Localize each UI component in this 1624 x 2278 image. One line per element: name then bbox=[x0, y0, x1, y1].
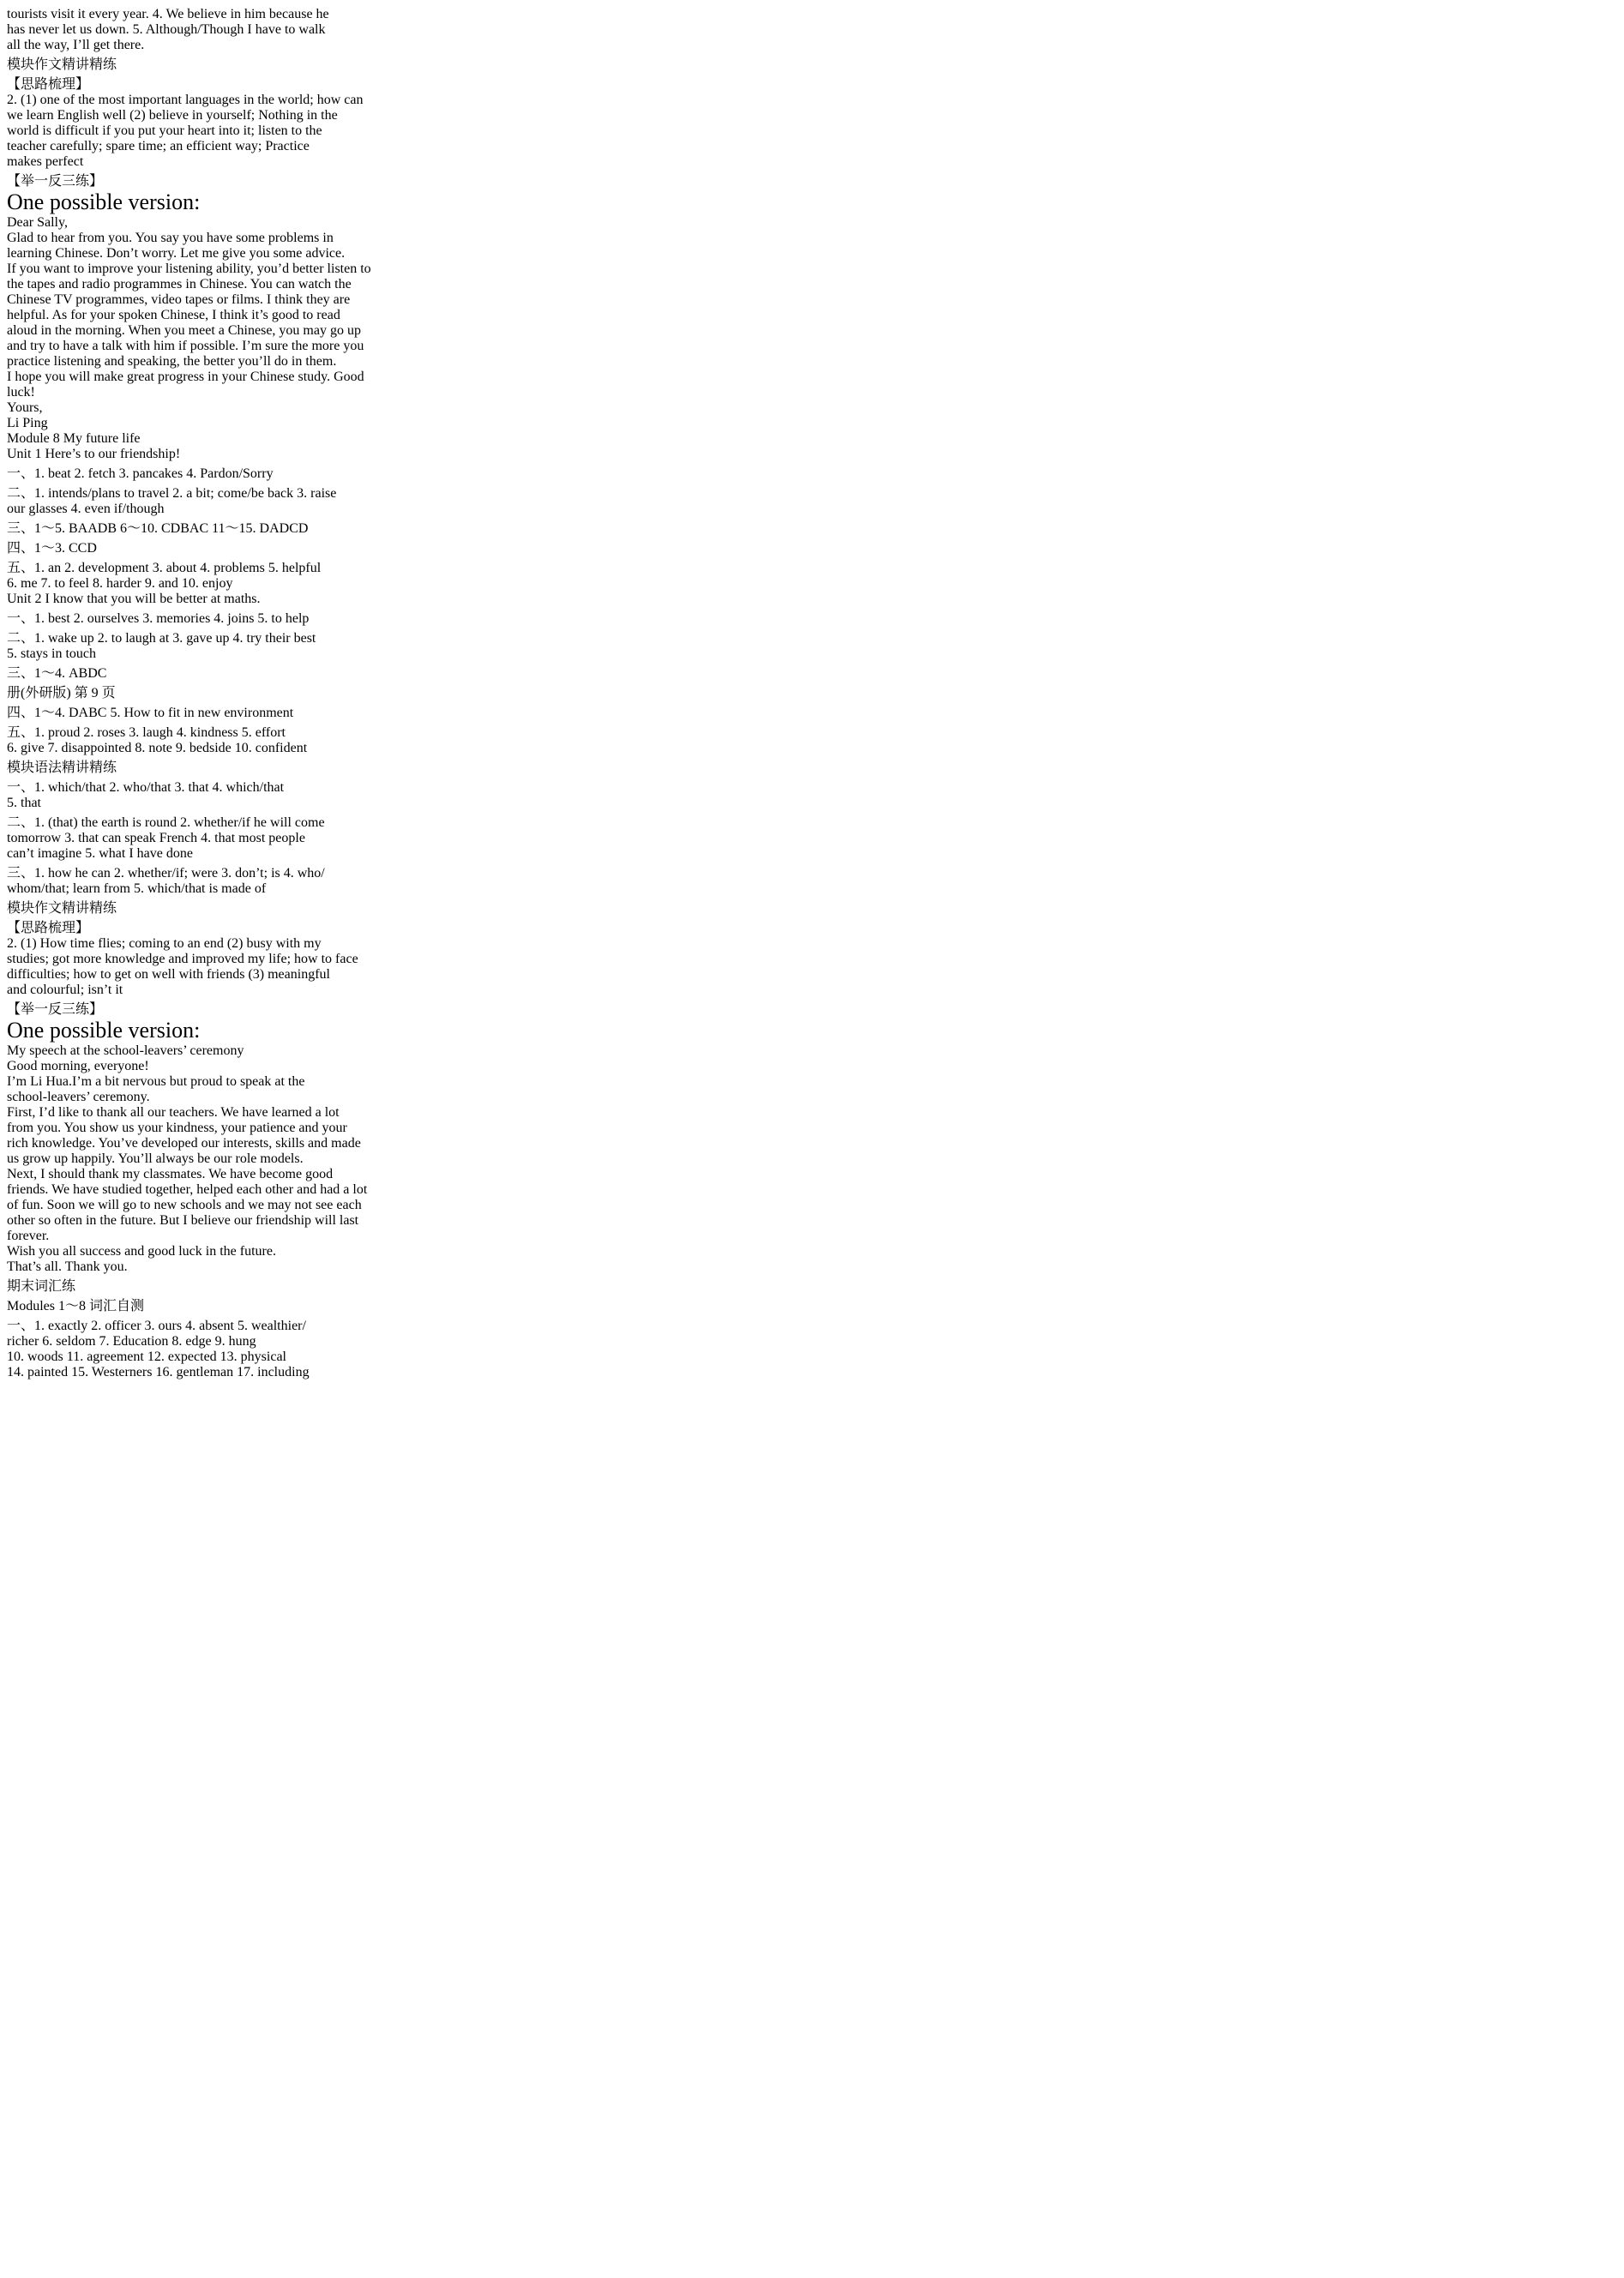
answer-line: 二、1. wake up 2. to laugh at 3. gave up 4. try their best bbox=[7, 631, 316, 646]
section-title: 期末词汇练 bbox=[7, 1279, 76, 1294]
letter-line: learning Chinese. Don’t worry. Let me give you some advice. bbox=[7, 246, 346, 261]
unit-title: Unit 2 I know that you will be better at maths. bbox=[7, 592, 261, 606]
speech-text: I’m a bit nervous but proud to speak at the bbox=[71, 1074, 305, 1089]
text-line: and colourful; isn’t it bbox=[7, 983, 123, 997]
letter-line: helpful. As for your spoken Chinese, I think it’s good to read bbox=[7, 308, 340, 322]
answer-line: 三、1～4. ABDC bbox=[7, 666, 107, 681]
section-title: 模块作文精讲精练 bbox=[7, 57, 117, 72]
answer-line: can’t imagine 5. what I have done bbox=[7, 846, 193, 861]
answer-line: 5. that bbox=[7, 796, 41, 810]
version-label: One possible version: bbox=[7, 189, 201, 214]
speech-greeting: Good morning, everyone! bbox=[7, 1059, 149, 1073]
speech-line: school-leavers’ ceremony. bbox=[7, 1090, 150, 1104]
letter-greeting: Dear Sally, bbox=[7, 215, 68, 230]
answer-line: whom/that; learn from 5. which/that is made of bbox=[7, 881, 267, 896]
right-column bbox=[7, 701, 1617, 1380]
speech-line: rich knowledge. You’ve developed our interests, skills and made bbox=[7, 1136, 361, 1151]
text-line: has never let us down. 5. Although/Though I have to walk bbox=[7, 22, 326, 37]
letter-line: the tapes and radio programmes in Chinese. You can watch the bbox=[7, 277, 352, 292]
text-line: tourists visit it every year. 4. We believe in him because he bbox=[7, 7, 329, 21]
text-line: all the way, I’ll get there. bbox=[7, 38, 145, 52]
speech-line: First, I’d like to thank all our teachers. We have learned a lot bbox=[7, 1105, 340, 1120]
speech-line: other so often in the future. But I believe our friendship will last bbox=[7, 1213, 359, 1228]
letter-line: If you want to improve your listening ability, you’d better listen to bbox=[7, 261, 371, 276]
section-tag: 【举一反三练】 bbox=[7, 174, 104, 189]
section-title: 模块语法精讲精练 bbox=[7, 760, 117, 775]
text-line: teacher carefully; spare time; an efficient way; Practice bbox=[7, 139, 310, 153]
speech-line: of fun. Soon we will go to new schools and we may not see each bbox=[7, 1198, 362, 1212]
speech-title: My speech at the school-leavers’ ceremony bbox=[7, 1043, 244, 1058]
answer-line: 三、1～5. BAADB 6～10. CDBAC 11～15. DADCD bbox=[7, 521, 309, 536]
speech-line bbox=[7, 1074, 1617, 1090]
text-line: difficulties; how to get on well with friends (3) meaningful bbox=[7, 967, 330, 982]
section-tag: 【举一反三练】 bbox=[7, 1002, 104, 1017]
speech-line: friends. We have studied together, helped each other and had a lot bbox=[7, 1182, 368, 1197]
answer-line: 一、1. best 2. ourselves 3. memories 4. joins 5. to help bbox=[7, 611, 310, 626]
letter-line: practice listening and speaking, the better you’ll do in them. bbox=[7, 354, 337, 369]
answer-line: 6. me 7. to feel 8. harder 9. and 10. enjoy bbox=[7, 576, 233, 591]
unit-title: Unit 1 Here’s to our friendship! bbox=[7, 447, 181, 461]
answer-line: 10. woods 11. agreement 12. expected 13. physical bbox=[7, 1349, 286, 1364]
answer-line: 二、1. (that) the earth is round 2. whether/if he will come bbox=[7, 815, 325, 830]
module-title: Module 8 My future life bbox=[7, 431, 141, 446]
section-tag: 【思路梳理】 bbox=[7, 77, 90, 92]
letter-closing: Yours, bbox=[7, 400, 43, 415]
answer-line: 6. give 7. disappointed 8. note 9. bedside 10. confident bbox=[7, 741, 308, 755]
answer-line: 五、1. proud 2. roses 3. laugh 4. kindness 5. effort bbox=[7, 725, 286, 740]
answer-line: richer 6. seldom 7. Education 8. edge 9. hung bbox=[7, 1334, 256, 1349]
answer-line: 二、1. intends/plans to travel 2. a bit; come/be back 3. raise bbox=[7, 486, 337, 501]
version-label: One possible version: bbox=[7, 1018, 201, 1043]
letter-signature: Li Ping bbox=[7, 416, 48, 430]
page-footer: 册(外研版) 第 9 页 bbox=[7, 686, 116, 700]
sub-title-cn: 词汇自测 bbox=[89, 1299, 145, 1313]
answer-line: tomorrow 3. that can speak French 4. that most people bbox=[7, 831, 305, 845]
answer-line: our glasses 4. even if/though bbox=[7, 502, 165, 516]
letter-line: and try to have a talk with him if possible. I’m sure the more you bbox=[7, 339, 364, 353]
section-tag: 【思路梳理】 bbox=[7, 921, 90, 935]
answer-line: 一、1. exactly 2. officer 3. ours 4. absent 5. wealthier/ bbox=[7, 1319, 306, 1333]
answer-line: 14. painted 15. Westerners 16. gentleman 17. including bbox=[7, 1365, 310, 1379]
answer-line: 五、1. an 2. development 3. about 4. problems 5. helpful bbox=[7, 561, 322, 575]
speech-line: from you. You show us your kindness, your patience and your bbox=[7, 1121, 347, 1135]
answer-line: 四、1～3. CCD bbox=[7, 541, 97, 556]
answer-line: 5. stays in touch bbox=[7, 646, 96, 661]
answer-line: 一、1. beat 2. fetch 3. pancakes 4. Pardon/Sorry bbox=[7, 466, 274, 481]
sub-title-en: Modules 1～8 bbox=[7, 1299, 87, 1313]
text-line: world is difficult if you put your heart into it; listen to the bbox=[7, 123, 322, 138]
speech-line: Next, I should thank my classmates. We have become good bbox=[7, 1167, 334, 1181]
speech-line: forever. bbox=[7, 1229, 50, 1243]
text-line: we learn English well (2) believe in yourself; Nothing in the bbox=[7, 108, 338, 123]
letter-line: aloud in the morning. When you meet a Chinese, you may go up bbox=[7, 323, 361, 338]
speech-line: Wish you all success and good luck in the future. bbox=[7, 1244, 276, 1259]
text-line: makes perfect bbox=[7, 154, 84, 169]
sub-title bbox=[7, 1295, 1617, 1314]
letter-line: luck! bbox=[7, 385, 35, 400]
letter-line: I hope you will make great progress in your Chinese study. Good bbox=[7, 370, 364, 384]
answer-line: 四、1～4. DABC 5. How to fit in new environment bbox=[7, 706, 294, 720]
letter-line: Glad to hear from you. You say you have some problems in bbox=[7, 231, 334, 245]
speech-line: us grow up happily. You’ll always be our role models. bbox=[7, 1151, 304, 1166]
text-line: 2. (1) How time flies; coming to an end (2) busy with my bbox=[7, 936, 322, 951]
text-line: 2. (1) one of the most important languages in the world; how can bbox=[7, 93, 364, 107]
answer-line: 一、1. which/that 2. who/that 3. that 4. which/that bbox=[7, 780, 285, 795]
left-column bbox=[7, 7, 1617, 682]
answer-line: 三、1. how he can 2. whether/if; were 3. don’t; is 4. who/ bbox=[7, 866, 325, 881]
letter-line: Chinese TV programmes, video tapes or films. I think they are bbox=[7, 292, 351, 307]
speech-name: I’m Li Hua. bbox=[7, 1074, 72, 1089]
text-line: studies; got more knowledge and improved my life; how to face bbox=[7, 952, 358, 966]
speech-closing: That’s all. Thank you. bbox=[7, 1259, 128, 1274]
section-title: 模块作文精讲精练 bbox=[7, 901, 117, 916]
